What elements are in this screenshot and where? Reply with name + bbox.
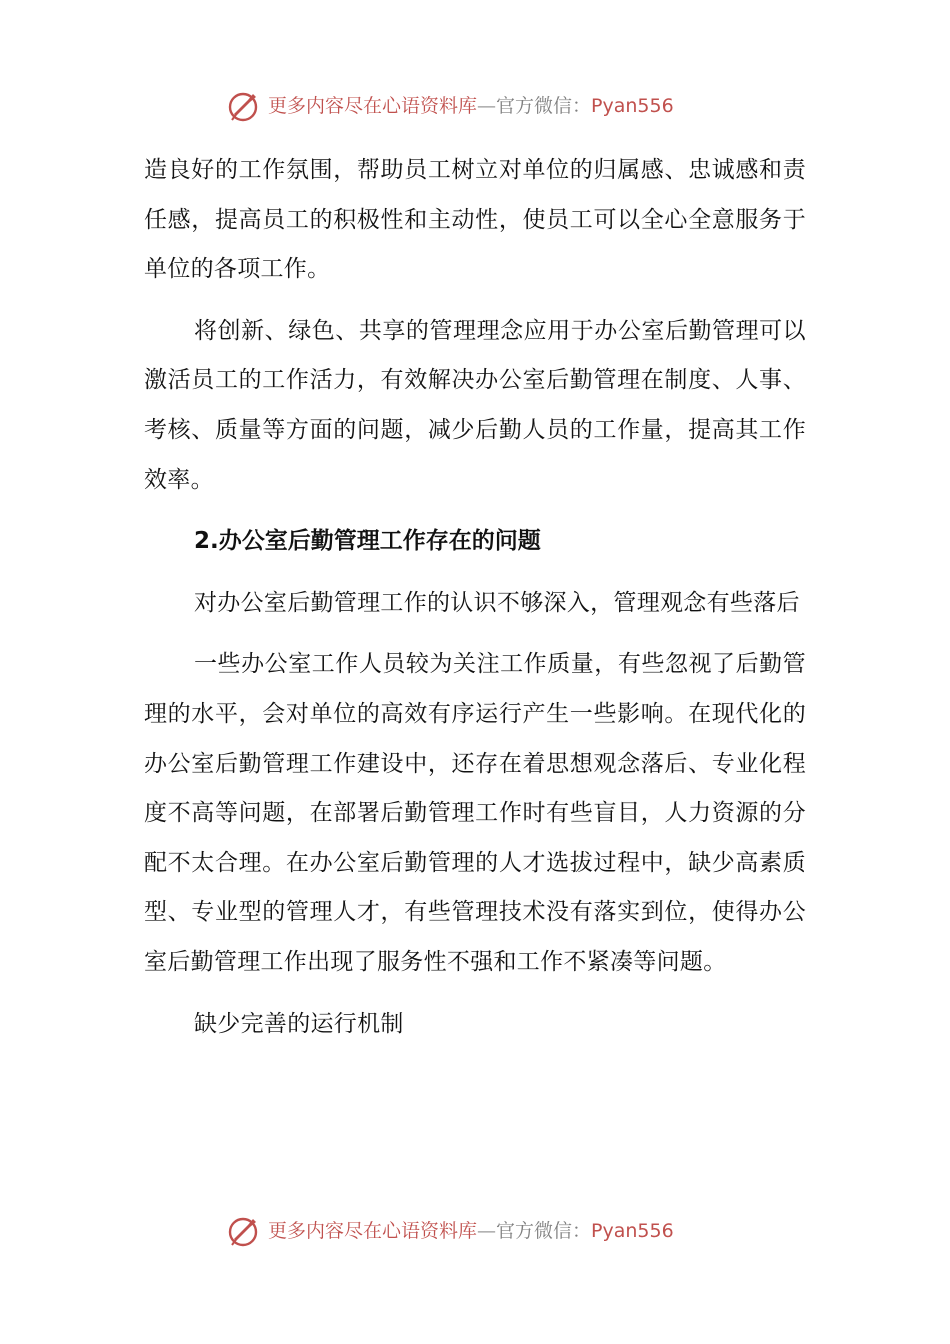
banner-site-text: 更多内容尽在心语资料库	[268, 1220, 478, 1242]
paragraph-3: 对办公室后勤管理工作的认识不够深入，管理观念有些落后	[194, 589, 800, 616]
banner-label: 官方微信：	[496, 1220, 592, 1242]
banner-handle: Pyan556	[591, 1220, 674, 1242]
footer-banner	[0, 1209, 950, 1253]
paragraph-1: 造良好的工作氛围，帮助员工树立对单位的归属感、忠诚感和责任感，提高员工的积极性和主动性，使员工可以全心全意服务于单位的各项工作。	[144, 157, 806, 283]
banner-separator: —	[477, 95, 497, 117]
paragraph-4: 一些办公室工作人员较为关注工作质量，有些忽视了后勤管理的水平，会对单位的高效有序运行产生一些影响。在现代化的办公室后勤管理工作建设中，还存在着思想观念落后、专业化程度不高等问题，在部署后勤管理工作时有些盲目，人力资源的分配不太合理。在办公室后勤管理的人才选拔过程中，缺少高素质型、专业型的管理人才，有些管理技术没有落实到位，使得办公室后勤管理工作出现了服务性不强和工作不紧凑等问题。	[144, 651, 806, 975]
banner-separator: —	[477, 1220, 497, 1242]
document-body	[144, 146, 806, 1061]
section-heading: 2.办公室后勤管理工作存在的问题	[194, 528, 541, 555]
banner-text	[268, 1217, 674, 1245]
paragraph-2: 将创新、绿色、共享的管理理念应用于办公室后勤管理可以激活员工的工作活力，有效解决办公室后勤管理在制度、人事、考核、质量等方面的问题，减少后勤人员的工作量，提高其工作效率。	[144, 317, 806, 493]
banner-text	[268, 92, 674, 120]
banner-handle: Pyan556	[591, 95, 674, 117]
header-banner	[0, 84, 950, 128]
quill-logo-icon	[226, 88, 262, 124]
quill-logo-icon	[226, 1213, 262, 1249]
banner-site-text: 更多内容尽在心语资料库	[268, 95, 478, 117]
banner-label: 官方微信：	[496, 95, 592, 117]
paragraph-5: 缺少完善的运行机制	[194, 1010, 404, 1037]
